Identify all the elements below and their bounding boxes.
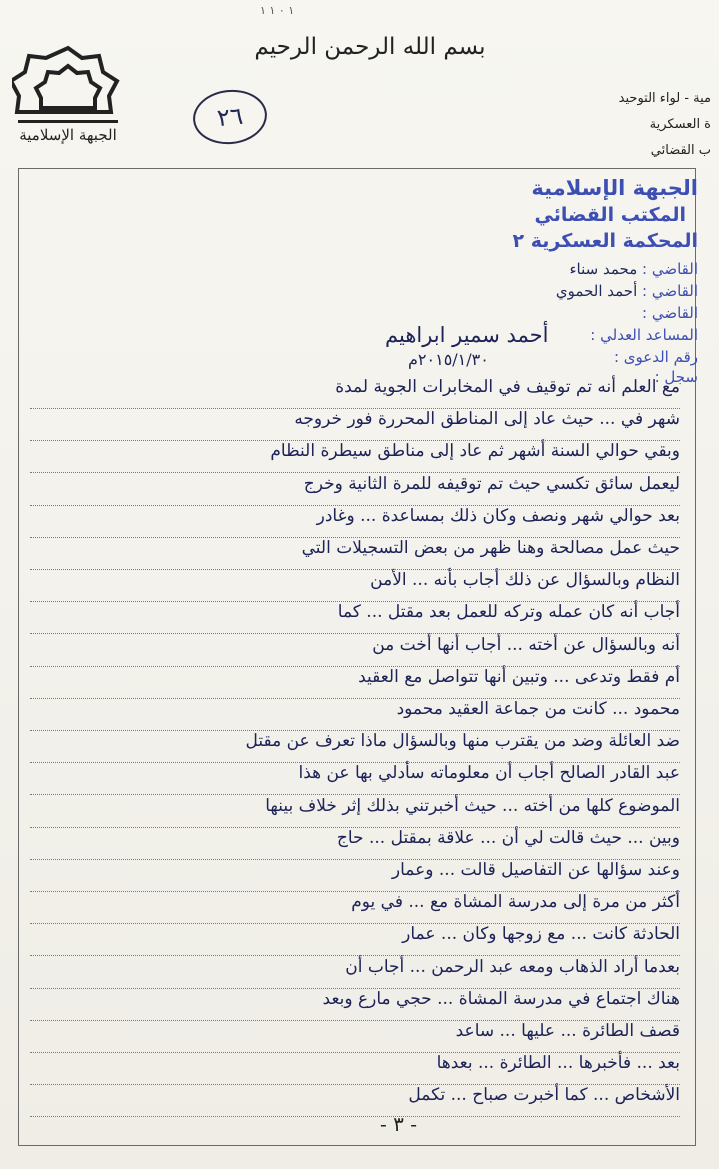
stamp-office: المكتب القضائي <box>534 204 686 226</box>
field-label: سجل : <box>654 368 698 386</box>
field-label: رقم الدعوى : <box>613 348 698 366</box>
field-label: القاضي : <box>642 260 698 278</box>
stamp-field-judge-1 <box>570 260 699 278</box>
field-label: المساعد العدلي : <box>590 326 698 344</box>
header-organization-block <box>571 86 711 164</box>
body-line: هناك اجتماع في مدرسة المشاة ... حجي مارع وبعد <box>30 984 680 1021</box>
page-number-badge: ٢٦ <box>190 86 269 147</box>
body-line: حيث عمل مصالحة وهنا ظهر من بعض التسجيلات التي <box>30 533 680 570</box>
assistant-name-handwritten: أحمد سمير ابراهيم <box>385 323 549 347</box>
logo-emblem-icon <box>12 40 124 148</box>
body-line: الأشخاص ... كما أخبرت صباح ... تكمل <box>30 1080 680 1117</box>
stamp-field-judge-3 <box>642 304 698 322</box>
body-line: ليعمل سائق تكسي حيث تم توقيفه للمرة الثانية وخرج <box>30 469 680 506</box>
islamic-front-logo <box>12 40 124 148</box>
top-margin-marks: ١ ٠ ١ ١ <box>260 4 295 17</box>
body-line: الموضوع كلها من أخته ... حيث أخبرتني بذلك إثر خلاف بينها <box>30 791 680 828</box>
body-line: أجاب أنه كان عمله وتركه للعمل بعد مقتل ... كما <box>30 597 680 634</box>
body-line: بعد ... فأخبرها ... الطائرة ... بعدها <box>30 1048 680 1085</box>
case-date-handwritten: ٢٠١٥/١/٣٠م <box>408 350 489 369</box>
stamp-field-case-number <box>614 348 698 366</box>
header-line-2: ة العسكرية <box>649 117 711 132</box>
body-line: عبد القادر الصالح أجاب أن معلوماته سأدلي بها عن هذا <box>30 758 680 795</box>
body-line: بعد حوالي شهر ونصف وكان ذلك بمساعدة ... وغادر <box>30 501 680 538</box>
stamp-field-assistant <box>590 326 698 344</box>
body-line: بعدما أراد الذهاب ومعه عبد الرحمن ... أجاب أن <box>30 952 680 989</box>
header-line-3: ب القضائي <box>650 143 711 158</box>
body-line: وبقي حوالي السنة أشهر ثم عاد إلى مناطق سيطرة النظام <box>30 436 680 473</box>
field-label: القاضي : <box>642 304 698 322</box>
stamp-field-judge-2 <box>556 282 698 300</box>
body-line: محمود ... كانت من جماعة العقيد محمود <box>30 694 680 731</box>
body-line: وعند سؤالها عن التفاصيل قالت ... وعمار <box>30 855 680 892</box>
body-line: قصف الطائرة ... عليها ... ساعد <box>30 1016 680 1053</box>
body-line: الحادثة كانت ... مع زوجها وكان ... عمار <box>30 919 680 956</box>
header-line-1: مية - لواء التوحيد <box>618 91 711 106</box>
body-line: مع العلم أنه تم توقيف في المخابرات الجوية لمدة <box>30 372 680 409</box>
field-label: القاضي : <box>642 282 698 300</box>
logo-caption: الجبهة الإسلامية <box>19 126 117 144</box>
basmala-heading: بسم الله الرحمن الرحيم <box>254 34 486 60</box>
body-line: ضد العائلة وضد من يقترب منها وبالسؤال ماذا تعرف عن مقتل <box>30 726 680 763</box>
body-line: شهر في ... حيث عاد إلى المناطق المحررة فور خروجه <box>30 404 680 441</box>
stamp-org: الجبهة الإسلامية <box>531 176 698 200</box>
body-line: النظام وبالسؤال عن ذلك أجاب بأنه ... الأمن <box>30 565 680 602</box>
stamp-court: المحكمة العسكرية ٢ <box>512 230 698 252</box>
field-value: أحمد الحموي <box>555 282 638 300</box>
body-line: أكثر من مرة إلى مدرسة المشاة مع ... في يوم <box>30 887 680 924</box>
field-value: محمد سناء <box>569 260 638 278</box>
body-line: وبين ... حيث قالت لي أن ... علاقة بمقتل ... حاج <box>30 823 680 860</box>
body-line: أم فقط وتدعى ... وتبين أنها تتواصل مع العقيد <box>30 662 680 699</box>
body-line: أنه وبالسؤال عن أخته ... أجاب أنها أخت من <box>30 630 680 667</box>
footer-page-number: - ٣ - <box>380 1112 417 1136</box>
